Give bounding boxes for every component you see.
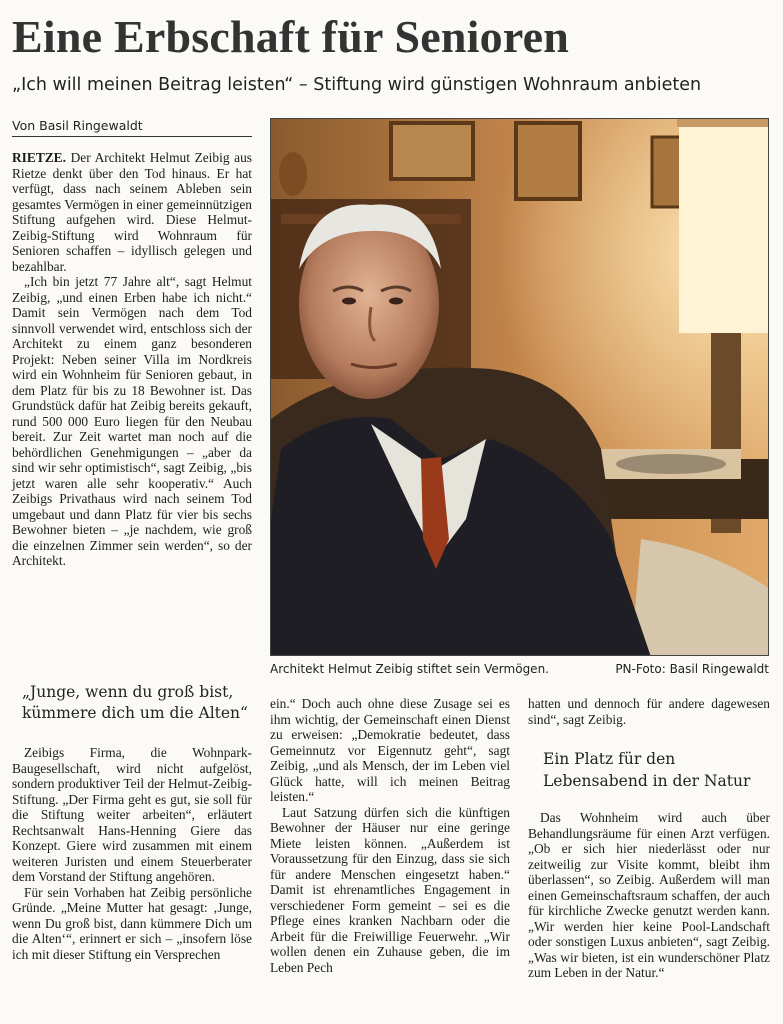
- article-column-3: [528, 696, 770, 727]
- paragraph: „Ich bin jetzt 77 Jahre alt“, sagt Helmut Zeibig, „und einen Erben habe ich nicht.“ Damit sein Vermögen nach dem Tod sinnvoll verwendet wird, entschloss sich der Architekt zu einem ganz besonderen Projekt: Neben seiner Villa im Nordkreis wird ein Wohnheim für Senioren gebaut, in dem Platz für bis zu 18 Bewohner ist. Das Grundstück dafür hat Zeibig bereits gekauft, rund 500 000 Euro liegen für den Neubau bereit. Zur Zeit wartet man noch auf die behördlichen Genehmigungen – „aber da sind wir sehr optimistisch“, sagt Zeibig, „bis jetzt waren alle sehr kooperativ.“ Auch Zeibigs Privathaus wird nach seinem Tod umgebaut und dann Platz für vier bis sechs Bewohner bieten – „je nachdem, wie groß die einzelnen Zimmer sein werden“, so der Architekt.: [12, 274, 252, 568]
- paragraph: ein.“ Doch auch ohne diese Zusage sei es ihm wichtig, der Gemeinschaft einen Dienst zu erweisen: „Demokratie bedeutet, dass Gemeinnutz vor Eigennutz geht“, sagt Zeibig, „und als Mensch, der im Leben viel Glück hatte, will ich meinen Beitrag leisten.“: [270, 696, 510, 804]
- photo-portrait-illustration: [271, 119, 769, 656]
- photo-caption-row: [270, 662, 769, 676]
- article-column-2: [270, 696, 510, 975]
- paragraph-intro: [12, 150, 252, 274]
- paragraph-intro-text: Der Architekt Helmut Zeibig aus Rietze denkt über den Tod hinaus. Er hat verfügt, dass nach seinem Ableben sein gesamtes Vermögen in einer gemeinnützigen Stiftung aufgehen wird. Diese Helmut-Zeibig-Stiftung wird Wohnraum für Senioren schaffen – idyllisch gelegen und bezahlbar.: [12, 150, 252, 274]
- paragraph: Zeibigs Firma, die Wohnpark-Baugesellschaft, wird nicht aufgelöst, sondern produktiver Teil der Helmut-Zeibig-Stiftung. „Der Firma geht es gut, sie soll für die Stiftung weiter arbeiten“, erläutert Rechtsanwalt Hans-Henning Giere das Konzept. Giere wird zusammen mit einem weiteren Juristen und einem Steuerberater dem Vorstand der Stiftung angehören.: [12, 745, 252, 884]
- article-column-1-lower: [12, 745, 252, 962]
- article-subheadline: „Ich will meinen Beitrag leisten“ – Stiftung wird günstigen Wohnraum anbieten: [12, 75, 702, 95]
- article-headline: Eine Erbschaft für Senioren: [12, 11, 570, 62]
- article-column-3-lower: [528, 810, 770, 981]
- photo-caption: Architekt Helmut Zeibig stiftet sein Vermögen.: [270, 662, 549, 676]
- photo-credit: PN-Foto: Basil Ringewaldt: [615, 662, 769, 676]
- paragraph: Laut Satzung dürfen sich die künftigen Bewohner der Häuser nur eine geringe Miete leisten können. „Außerdem ist Voraussetzung für den Einzug, dass sie sich für andere Menschen eingesetzt haben.“ Damit ist ehrenamtliches Engagement in verschiedener Form gemeint – sei es die Pflege eines kranken Nachbarn oder die Arbeit für die Freiwillige Feuerwehr. „Wir wollen denen ein Zuhause geben, die im Leben Pech: [270, 804, 510, 975]
- section-subheading: Ein Platz für den Lebensabend in der Natur: [543, 750, 751, 790]
- article-photo: [270, 118, 769, 656]
- article-column-1: [12, 150, 252, 569]
- paragraph: Für sein Vorhaben hat Zeibig persönliche Gründe. „Meine Mutter hat gesagt: ‚Junge, wenn Du groß bist, dann kümmere Dich um die Alten‘“, erinnert er sich – „insofern löse ich mit dieser Stiftung ein Versprechen: [12, 884, 252, 962]
- byline: Von Basil Ringewaldt: [12, 118, 252, 137]
- paragraph: Das Wohnheim wird auch über Behandlungsräume für einen Arzt verfügen. „Ob er sich hier niederlässt oder nur zeitweilig zur Visite kommt, bleibt ihm überlassen“, so Zeibig. Außerdem will man einen Gemeinschaftsraum schaffen, der auch für kirchliche Zwecke genutzt werden kann. „Wir werden hier keine Pool-Landschaft oder sonstigen Luxus anbieten“, sagt Zeibig. „Was wir bieten, ist ein wunderschöner Platz zum Leben in der Natur.“: [528, 810, 770, 980]
- paragraph: hatten und dennoch für andere dagewesen sind“, sagt Zeibig.: [528, 696, 770, 727]
- dateline: RIETZE.: [12, 150, 66, 165]
- pull-quote: „Junge, wenn du groß bist, kümmere dich um die Alten“: [22, 683, 248, 722]
